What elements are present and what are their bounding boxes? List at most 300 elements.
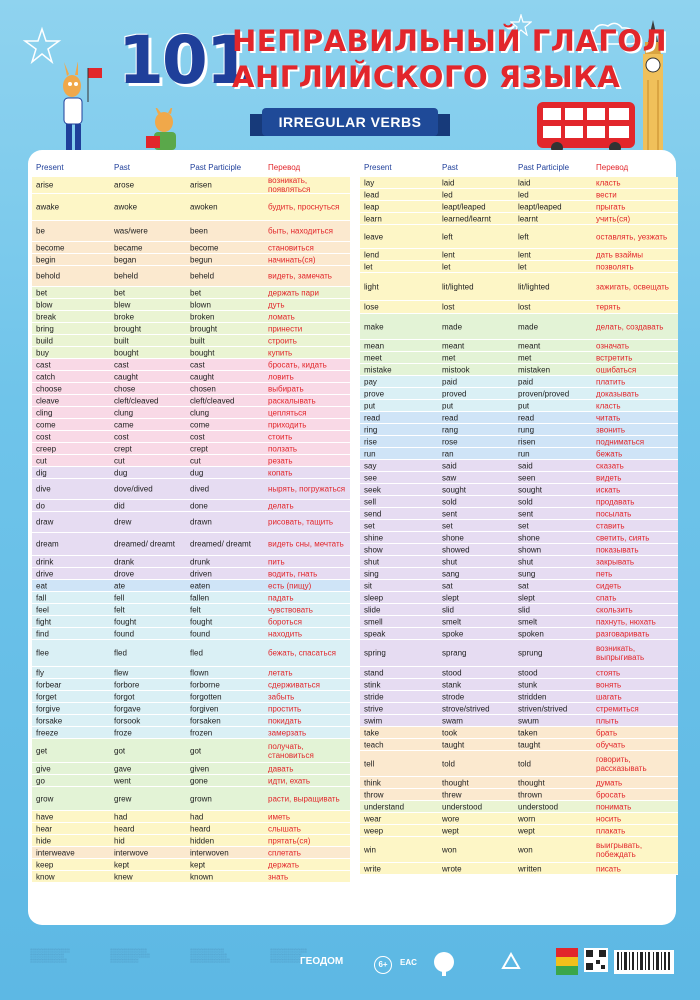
verb-past-participle: fled <box>190 648 203 658</box>
verb-present: become <box>36 243 65 252</box>
eac-mark: EAC <box>400 958 417 967</box>
verb-present: grow <box>36 794 54 803</box>
verb-translation: искать <box>596 485 621 494</box>
table-row <box>360 508 678 520</box>
table-row <box>32 479 350 500</box>
verb-past-participle: got <box>190 746 202 755</box>
verb-past: led <box>442 190 453 199</box>
verb-past-participle: eaten <box>190 581 211 590</box>
verb-present: have <box>36 812 54 821</box>
verb-past-participle: forgiven <box>190 704 219 713</box>
verb-translation: покидать <box>268 716 302 725</box>
poster-header <box>0 0 700 160</box>
verb-past-participle: known <box>190 872 214 881</box>
verb-translation: оставлять, уезжать <box>596 232 668 241</box>
table-row <box>360 532 678 544</box>
verb-present: choose <box>36 384 62 393</box>
verb-past: wept <box>442 826 459 835</box>
verb-past-participle: striven/strived <box>518 704 568 713</box>
table-row <box>360 189 678 201</box>
table-row <box>360 580 678 592</box>
verb-present: bet <box>36 288 48 297</box>
verb-past-participle: shut <box>518 557 534 566</box>
verb-past: leapt/leaped <box>442 202 486 211</box>
verb-present: cost <box>36 432 51 441</box>
verb-present: catch <box>36 372 56 381</box>
verb-translation: прятать(ся) <box>268 836 311 845</box>
verb-translation: нырять, погружаться <box>268 484 346 494</box>
verb-present: smell <box>364 617 383 626</box>
verb-past: built <box>114 336 129 345</box>
verb-past: caught <box>114 372 139 381</box>
table-row <box>360 301 678 314</box>
verb-translation: ставить <box>596 521 625 530</box>
verb-past-participle: slept <box>518 593 535 602</box>
verb-past-participle: begun <box>190 255 213 264</box>
verb-past-participle: gone <box>190 776 208 785</box>
verb-translation: простить <box>268 704 302 713</box>
verb-present: cast <box>36 360 51 369</box>
verb-present: be <box>36 226 45 236</box>
verb-past-participle: lit/lighted <box>518 282 550 291</box>
verb-rows <box>32 177 350 883</box>
verb-past-participle: stood <box>518 668 538 677</box>
recycle-icon <box>500 952 522 974</box>
verb-present: write <box>364 864 381 873</box>
verb-past-participle: built <box>190 336 205 345</box>
verb-translation: плыть <box>596 716 619 725</box>
verb-translation: возникать, выпрыгивать <box>596 644 645 662</box>
verb-past: dug <box>114 468 128 477</box>
verb-past-participle: lost <box>518 302 531 312</box>
verb-past: knew <box>114 872 133 881</box>
verb-translation: обучать <box>596 740 626 749</box>
verb-present: do <box>36 501 45 510</box>
verb-past-participle: driven <box>190 569 212 578</box>
table-row <box>360 544 678 556</box>
verb-translation: думать <box>596 778 623 787</box>
table-row <box>32 568 350 580</box>
table-row <box>32 395 350 407</box>
verb-past-participle: thrown <box>518 790 543 799</box>
verb-present: lend <box>364 250 380 259</box>
header-past-participle: Past Participle <box>190 163 242 172</box>
table-row <box>32 763 350 775</box>
table-row <box>32 383 350 395</box>
verb-past: grew <box>114 794 132 803</box>
verb-present: build <box>36 336 53 345</box>
table-row <box>360 604 678 616</box>
table-row <box>32 323 350 335</box>
verb-past: did <box>114 501 125 510</box>
table-row <box>360 789 678 801</box>
table-row <box>32 787 350 811</box>
table-row <box>32 359 350 371</box>
verb-past-participle: become <box>190 243 219 252</box>
verb-translation: понимать <box>596 802 632 811</box>
verb-past-participle: arisen <box>190 180 212 190</box>
verb-translation: делать, создавать <box>596 322 664 331</box>
verb-past: awoke <box>114 202 138 212</box>
verb-past-participle: written <box>518 864 542 873</box>
verb-past: put <box>442 401 454 410</box>
verb-translation: разговаривать <box>596 629 650 638</box>
verb-present: seek <box>364 485 381 494</box>
verb-present: dig <box>36 468 47 477</box>
verb-past: froze <box>114 728 132 737</box>
verb-past: bought <box>114 348 139 357</box>
verb-present: sing <box>364 569 379 578</box>
verb-translation: петь <box>596 569 613 578</box>
verb-present: let <box>364 262 373 271</box>
verb-past: forgot <box>114 692 135 701</box>
verb-translation: иметь <box>268 812 290 821</box>
verb-past-participle: caught <box>190 372 215 381</box>
verb-translation: пахнуть, нюхать <box>596 617 656 626</box>
verb-past-participle: given <box>190 764 210 773</box>
table-row <box>32 775 350 787</box>
verb-translation: учить(ся) <box>596 214 631 223</box>
verb-past: began <box>114 255 137 264</box>
verb-translation: возникать, появляться <box>268 176 311 194</box>
verb-past-participle: bet <box>190 288 202 297</box>
verb-past: lit/lighted <box>442 282 474 291</box>
verb-translation: получать, становиться <box>268 741 314 760</box>
verb-translation: спать <box>596 593 617 602</box>
verb-translation: держать <box>268 860 300 869</box>
verb-translation: дать взаймы <box>596 250 643 259</box>
verb-present: cleave <box>36 396 60 405</box>
verb-present: forget <box>36 692 57 701</box>
table-row <box>32 407 350 419</box>
verb-present: blow <box>36 300 53 309</box>
verb-past: was/were <box>114 226 148 236</box>
verb-past: took <box>442 728 458 737</box>
verb-translation: ломать <box>268 312 295 321</box>
verb-past: broke <box>114 312 135 321</box>
verb-present: behold <box>36 271 61 281</box>
verb-present: leap <box>364 202 380 211</box>
table-row <box>360 484 678 496</box>
verb-translation: сидеть <box>596 581 622 590</box>
verb-past-participle: come <box>190 420 210 429</box>
verb-present: light <box>364 282 379 291</box>
verb-present: cling <box>36 408 53 417</box>
table-row <box>32 691 350 703</box>
verb-past-participle: dreamed/ dreamt <box>190 539 251 549</box>
verb-present: draw <box>36 517 54 527</box>
table-row <box>360 376 678 388</box>
verb-present: ring <box>364 425 378 434</box>
verb-translation: выбирать <box>268 384 304 393</box>
verb-past-participle: blown <box>190 300 211 309</box>
table-row <box>360 691 678 703</box>
verb-past: proved <box>442 389 467 398</box>
table-row <box>360 225 678 249</box>
title-number: 101 <box>118 22 250 99</box>
verb-past-participle: drunk <box>190 557 211 566</box>
verb-past-participle: read <box>518 413 535 422</box>
verb-translation: встретить <box>596 353 633 362</box>
table-row <box>32 512 350 533</box>
verb-translation: подниматься <box>596 437 645 446</box>
verb-present: hide <box>36 836 52 845</box>
header-present: Present <box>36 163 64 172</box>
verb-translation: забыть <box>268 692 295 701</box>
verb-past-participle: cleft/cleaved <box>190 396 235 405</box>
verb-present: speak <box>364 629 386 638</box>
verb-present: drive <box>36 569 54 578</box>
verb-past-participle: risen <box>518 437 536 446</box>
barcode-icon <box>614 950 674 974</box>
table-row <box>360 556 678 568</box>
verb-past-participle: cost <box>190 432 205 441</box>
verb-past: forsook <box>114 716 141 725</box>
verb-translation: означать <box>596 341 629 350</box>
verb-past-participle: fallen <box>190 593 210 602</box>
tree-logo-icon <box>430 950 458 978</box>
table-row <box>360 863 678 875</box>
verb-translation: копать <box>268 468 293 477</box>
verb-past: won <box>442 845 457 854</box>
verb-past: sold <box>442 497 457 506</box>
verb-translation: держать пари <box>268 288 319 297</box>
verb-rows <box>360 177 678 875</box>
verb-translation: знать <box>268 872 289 881</box>
verb-past-participle: shown <box>518 545 542 554</box>
verb-present: teach <box>364 740 384 749</box>
verb-past: taught <box>442 740 465 749</box>
verb-translation: слышать <box>268 824 301 833</box>
verb-present: send <box>364 509 382 518</box>
table-row <box>360 400 678 412</box>
verb-translation: раскалывать <box>268 396 316 405</box>
verb-past: left <box>442 232 453 241</box>
table-row <box>360 667 678 679</box>
page-title-line2: АНГЛИЙСКОГО ЯЗЫКА <box>232 60 621 94</box>
verb-past: paid <box>442 377 458 386</box>
table-row <box>32 467 350 479</box>
verb-present: say <box>364 461 377 470</box>
verb-translation: строить <box>268 336 297 345</box>
verb-present: dive <box>36 484 51 494</box>
verb-translation: видеть <box>596 473 622 482</box>
verb-past-participle: stunk <box>518 680 538 689</box>
table-row <box>360 739 678 751</box>
verb-present: wear <box>364 814 382 823</box>
verb-past: met <box>442 353 456 362</box>
verb-present: make <box>364 322 384 331</box>
footer-fine-print: ░░░░░░░░░░░░░ ░░░░░░░░░░░░░░ ░░░░░░░░░░ <box>110 948 150 963</box>
header-present: Present <box>364 163 392 172</box>
verb-translation: сказать <box>596 461 624 470</box>
verb-present: interweave <box>36 848 75 857</box>
verb-past: said <box>442 461 457 470</box>
verb-past: felt <box>114 605 125 614</box>
verb-past: spoke <box>442 629 464 638</box>
verb-translation: идти, ехать <box>268 776 311 785</box>
footer-fine-print: ░░░░░░░░░░░░░░ ░░░░░░░░░░░░ ░░░░░░░░░░░░░ <box>30 948 70 963</box>
table-row <box>360 388 678 400</box>
verb-present: flee <box>36 648 49 658</box>
verb-translation: терять <box>596 302 621 312</box>
verb-translation: быть, находиться <box>268 226 333 236</box>
verb-present: forbear <box>36 680 62 689</box>
verb-translation: становиться <box>268 243 314 252</box>
verb-present: take <box>364 728 380 737</box>
verb-past: learned/learnt <box>442 214 491 223</box>
table-row <box>32 242 350 254</box>
verb-past: gave <box>114 764 132 773</box>
verb-past-participle: been <box>190 226 208 236</box>
verb-present: get <box>36 746 48 755</box>
verb-translation: бороться <box>268 617 302 626</box>
verb-present: sit <box>364 581 372 590</box>
verb-translation: летать <box>268 668 293 677</box>
table-row <box>32 347 350 359</box>
verb-translation: видеть сны, мечтать <box>268 539 344 549</box>
table-row <box>360 436 678 448</box>
verb-present: keep <box>36 860 54 869</box>
verb-past: told <box>442 759 455 768</box>
verb-translation: стоить <box>268 432 293 441</box>
verb-past-participle: seen <box>518 473 536 482</box>
verb-past: strove/strived <box>442 704 490 713</box>
table-row <box>32 640 350 667</box>
verb-past-participle: dug <box>190 468 204 477</box>
verb-present: feel <box>36 605 49 614</box>
verb-past: smelt <box>442 617 462 626</box>
verb-past-participle: cut <box>190 456 201 465</box>
table-row <box>360 472 678 484</box>
verb-past-participle: broken <box>190 312 215 321</box>
verb-translation: купить <box>268 348 293 357</box>
table-row <box>360 751 678 777</box>
table-row <box>32 580 350 592</box>
verb-past-participle: cast <box>190 360 205 369</box>
verb-translation: класть <box>596 178 621 187</box>
verb-past-participle: made <box>518 322 539 331</box>
verb-past: became <box>114 243 143 252</box>
verb-translation: делать <box>268 501 294 510</box>
verb-past-participle: wept <box>518 826 535 835</box>
verb-past-participle: sold <box>518 497 533 506</box>
verb-past-participle: set <box>518 521 529 530</box>
table-row <box>360 352 678 364</box>
verb-past: sprang <box>442 648 467 658</box>
verb-past-participle: forsaken <box>190 716 221 725</box>
verb-past-participle: learnt <box>518 214 539 223</box>
verb-past-participle: clung <box>190 408 210 417</box>
verb-present: arise <box>36 180 54 190</box>
verb-past-participle: drawn <box>190 517 212 527</box>
verb-present: buy <box>36 348 49 357</box>
verb-present: meet <box>364 353 382 362</box>
table-row <box>360 628 678 640</box>
table-row <box>32 556 350 568</box>
verb-translation: класть <box>596 401 621 410</box>
verb-past: wrote <box>442 864 462 873</box>
verb-past-participle: felt <box>190 605 201 614</box>
verb-past: dreamed/ dreamt <box>114 539 175 549</box>
verb-past-participle: interwoven <box>190 848 229 857</box>
verb-past-participle: slid <box>518 605 531 614</box>
verb-present: lay <box>364 178 375 187</box>
table-row <box>32 194 350 221</box>
header-past: Past <box>114 163 131 172</box>
verb-past-participle: forborne <box>190 680 220 689</box>
verb-present: awake <box>36 202 60 212</box>
verb-past-participle: fought <box>190 617 213 626</box>
table-row <box>32 859 350 871</box>
verb-present: lose <box>364 302 379 312</box>
table-row <box>32 500 350 512</box>
verb-present: eat <box>36 581 48 590</box>
verb-past-participle: kept <box>190 860 206 869</box>
verb-present: pay <box>364 377 377 386</box>
verb-past: flew <box>114 668 129 677</box>
verb-past: saw <box>442 473 457 482</box>
verb-past: lent <box>442 250 455 259</box>
table-row <box>360 679 678 691</box>
verb-translation: бросать, кидать <box>268 360 327 369</box>
verb-translation: замерзать <box>268 728 307 737</box>
verb-translation: плакать <box>596 826 626 835</box>
verb-past-participle: won <box>518 845 533 854</box>
verb-translation: вести <box>596 190 617 199</box>
verb-past-participle: swum <box>518 716 539 725</box>
table-row <box>32 823 350 835</box>
verb-present: tell <box>364 759 375 768</box>
verb-present: stand <box>364 668 384 677</box>
verb-present: learn <box>364 214 382 223</box>
verb-past: beheld <box>114 271 139 281</box>
verb-present: throw <box>364 790 384 799</box>
verb-past: cast <box>114 360 129 369</box>
verb-past: drank <box>114 557 135 566</box>
table-row <box>32 727 350 739</box>
verb-past: brought <box>114 324 142 333</box>
table-row <box>32 455 350 467</box>
verb-past: forgave <box>114 704 141 713</box>
table-row <box>360 273 678 301</box>
verb-translation: ошибаться <box>596 365 637 374</box>
table-row <box>360 616 678 628</box>
verb-past: laid <box>442 178 455 187</box>
verb-past-participle: hidden <box>190 836 215 845</box>
verb-translation: чувствовать <box>268 605 313 614</box>
table-row <box>360 777 678 789</box>
verb-past-participle: sat <box>518 581 529 590</box>
table-row <box>360 213 678 225</box>
verb-past: swam <box>442 716 463 725</box>
table-row <box>360 520 678 532</box>
verb-present: drink <box>36 557 54 566</box>
verb-present: slide <box>364 605 381 614</box>
verb-past-participle: run <box>518 449 530 458</box>
verb-past-participle: dived <box>190 484 210 494</box>
verb-present: find <box>36 629 49 638</box>
verb-present: forsake <box>36 716 63 725</box>
colorful-badge-icon <box>556 948 578 976</box>
table-row <box>360 703 678 715</box>
footer-fine-print: ░░░░░░░░░░░░░ ░░░░░░░░░░░ ░░░░░░░░░░░░ <box>270 948 307 963</box>
table-row <box>32 221 350 242</box>
verb-past: arose <box>114 180 135 190</box>
verb-present: put <box>364 401 376 410</box>
verb-past: shut <box>442 557 458 566</box>
table-row <box>360 201 678 213</box>
